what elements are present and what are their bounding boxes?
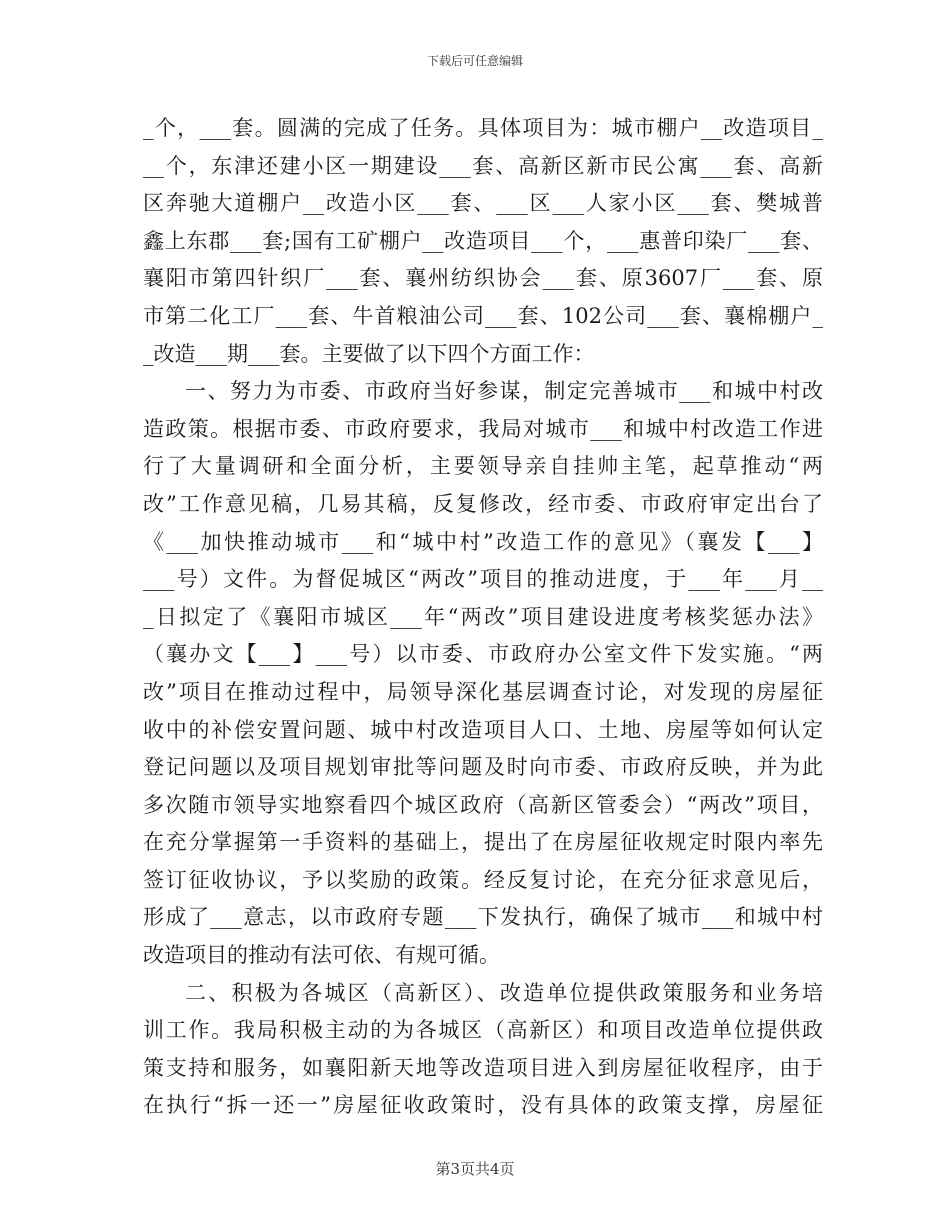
text-line: 区奔驰大道棚户__改造小区___套、___区___人家小区___套、樊城普 — [143, 191, 823, 216]
text-line: 签订征收协议，予以奖励的政策。经反复讨论，在充分征求意见后， — [143, 867, 823, 892]
text-line: __个，东津还建小区一期建设___套、高新区新市民公寓___套、高新 — [143, 153, 823, 178]
text-line: _改造___期___套。主要做了以下四个方面工作： — [143, 341, 595, 366]
text-line: 多次随市领导实地察看四个城区政府（高新区管委会）“两改”项目， — [143, 792, 823, 817]
text-line: 在执行“拆一还一”房屋征收政策时，没有具体的政策支撑，房屋征 — [143, 1093, 823, 1118]
document-body — [143, 110, 823, 1125]
paragraph-first-line: 一、努力为市委、市政府当好参谋，制定完善城市___和城中村改 — [185, 379, 823, 404]
text-line: _个，___套。圆满的完成了任务。具体项目为：城市棚户__改造项目_ — [143, 116, 823, 140]
text-line: 策支持和服务，如襄阳新天地等改造项目进入到房屋征收程序，由于 — [143, 1055, 823, 1080]
text-line: 行了大量调研和全面分析，主要领导亲自挂帅主笔，起草推动“两 — [143, 454, 823, 479]
text-line: 登记问题以及项目规划审批等问题及时向市委、市政府反映，并为此 — [143, 755, 823, 780]
page-footer: 第3页共4页 — [435, 1160, 515, 1178]
text-line: 改”项目在推动过程中，局领导深化基层调查讨论，对发现的房屋征 — [143, 679, 823, 704]
text-line: 《___加快推动城市___和“城中村”改造工作的意见》（襄发【___】 — [143, 529, 823, 554]
text-line: （襄办文【___】___号）以市委、市政府办公室文件下发实施。“两 — [143, 642, 823, 667]
page-header: 下载后可任意编辑 — [426, 54, 523, 68]
text-line: 训工作。我局积极主动的为各城区（高新区）和项目改造单位提供政 — [143, 1018, 823, 1043]
text-line: 鑫上东郡___套;国有工矿棚户__改造项目___个，___惠普印染厂___套、 — [143, 228, 823, 253]
text-line: 改”工作意见稿，几易其稿，反复修改，经市委、市政府审定出台了 — [143, 491, 823, 516]
text-line: 市第二化工厂___套、牛首粮油公司___套、102公司___套、襄棉棚户_ — [143, 303, 823, 328]
text-line: 形成了___意志，以市政府专题___下发执行，确保了城市___和城中村 — [143, 905, 823, 930]
paragraph-first-line: 二、积极为各城区（高新区）、改造单位提供政策服务和业务培 — [185, 980, 823, 1005]
text-line: _日拟定了《襄阳市城区___年“两改”项目建设进度考核奖惩办法》 — [143, 604, 823, 629]
text-line: ___号）文件。为督促城区“两改”项目的推动进度，于___年___月__ — [143, 567, 823, 592]
text-line: 在充分掌握第一手资料的基础上，提出了在房屋征收规定时限内率先 — [143, 830, 823, 855]
text-line: 收中的补偿安置问题、城中村改造项目人口、土地、房屋等如何认定 — [143, 717, 823, 742]
text-line: 造政策。根据市委、市政府要求，我局对城市___和城中村改造工作进 — [143, 416, 823, 441]
text-line: 改造项目的推动有法可依、有规可循。 — [143, 943, 500, 968]
text-line: 襄阳市第四针织厂___套、襄州纺织协会___套、原3607厂___套、原 — [143, 266, 823, 291]
